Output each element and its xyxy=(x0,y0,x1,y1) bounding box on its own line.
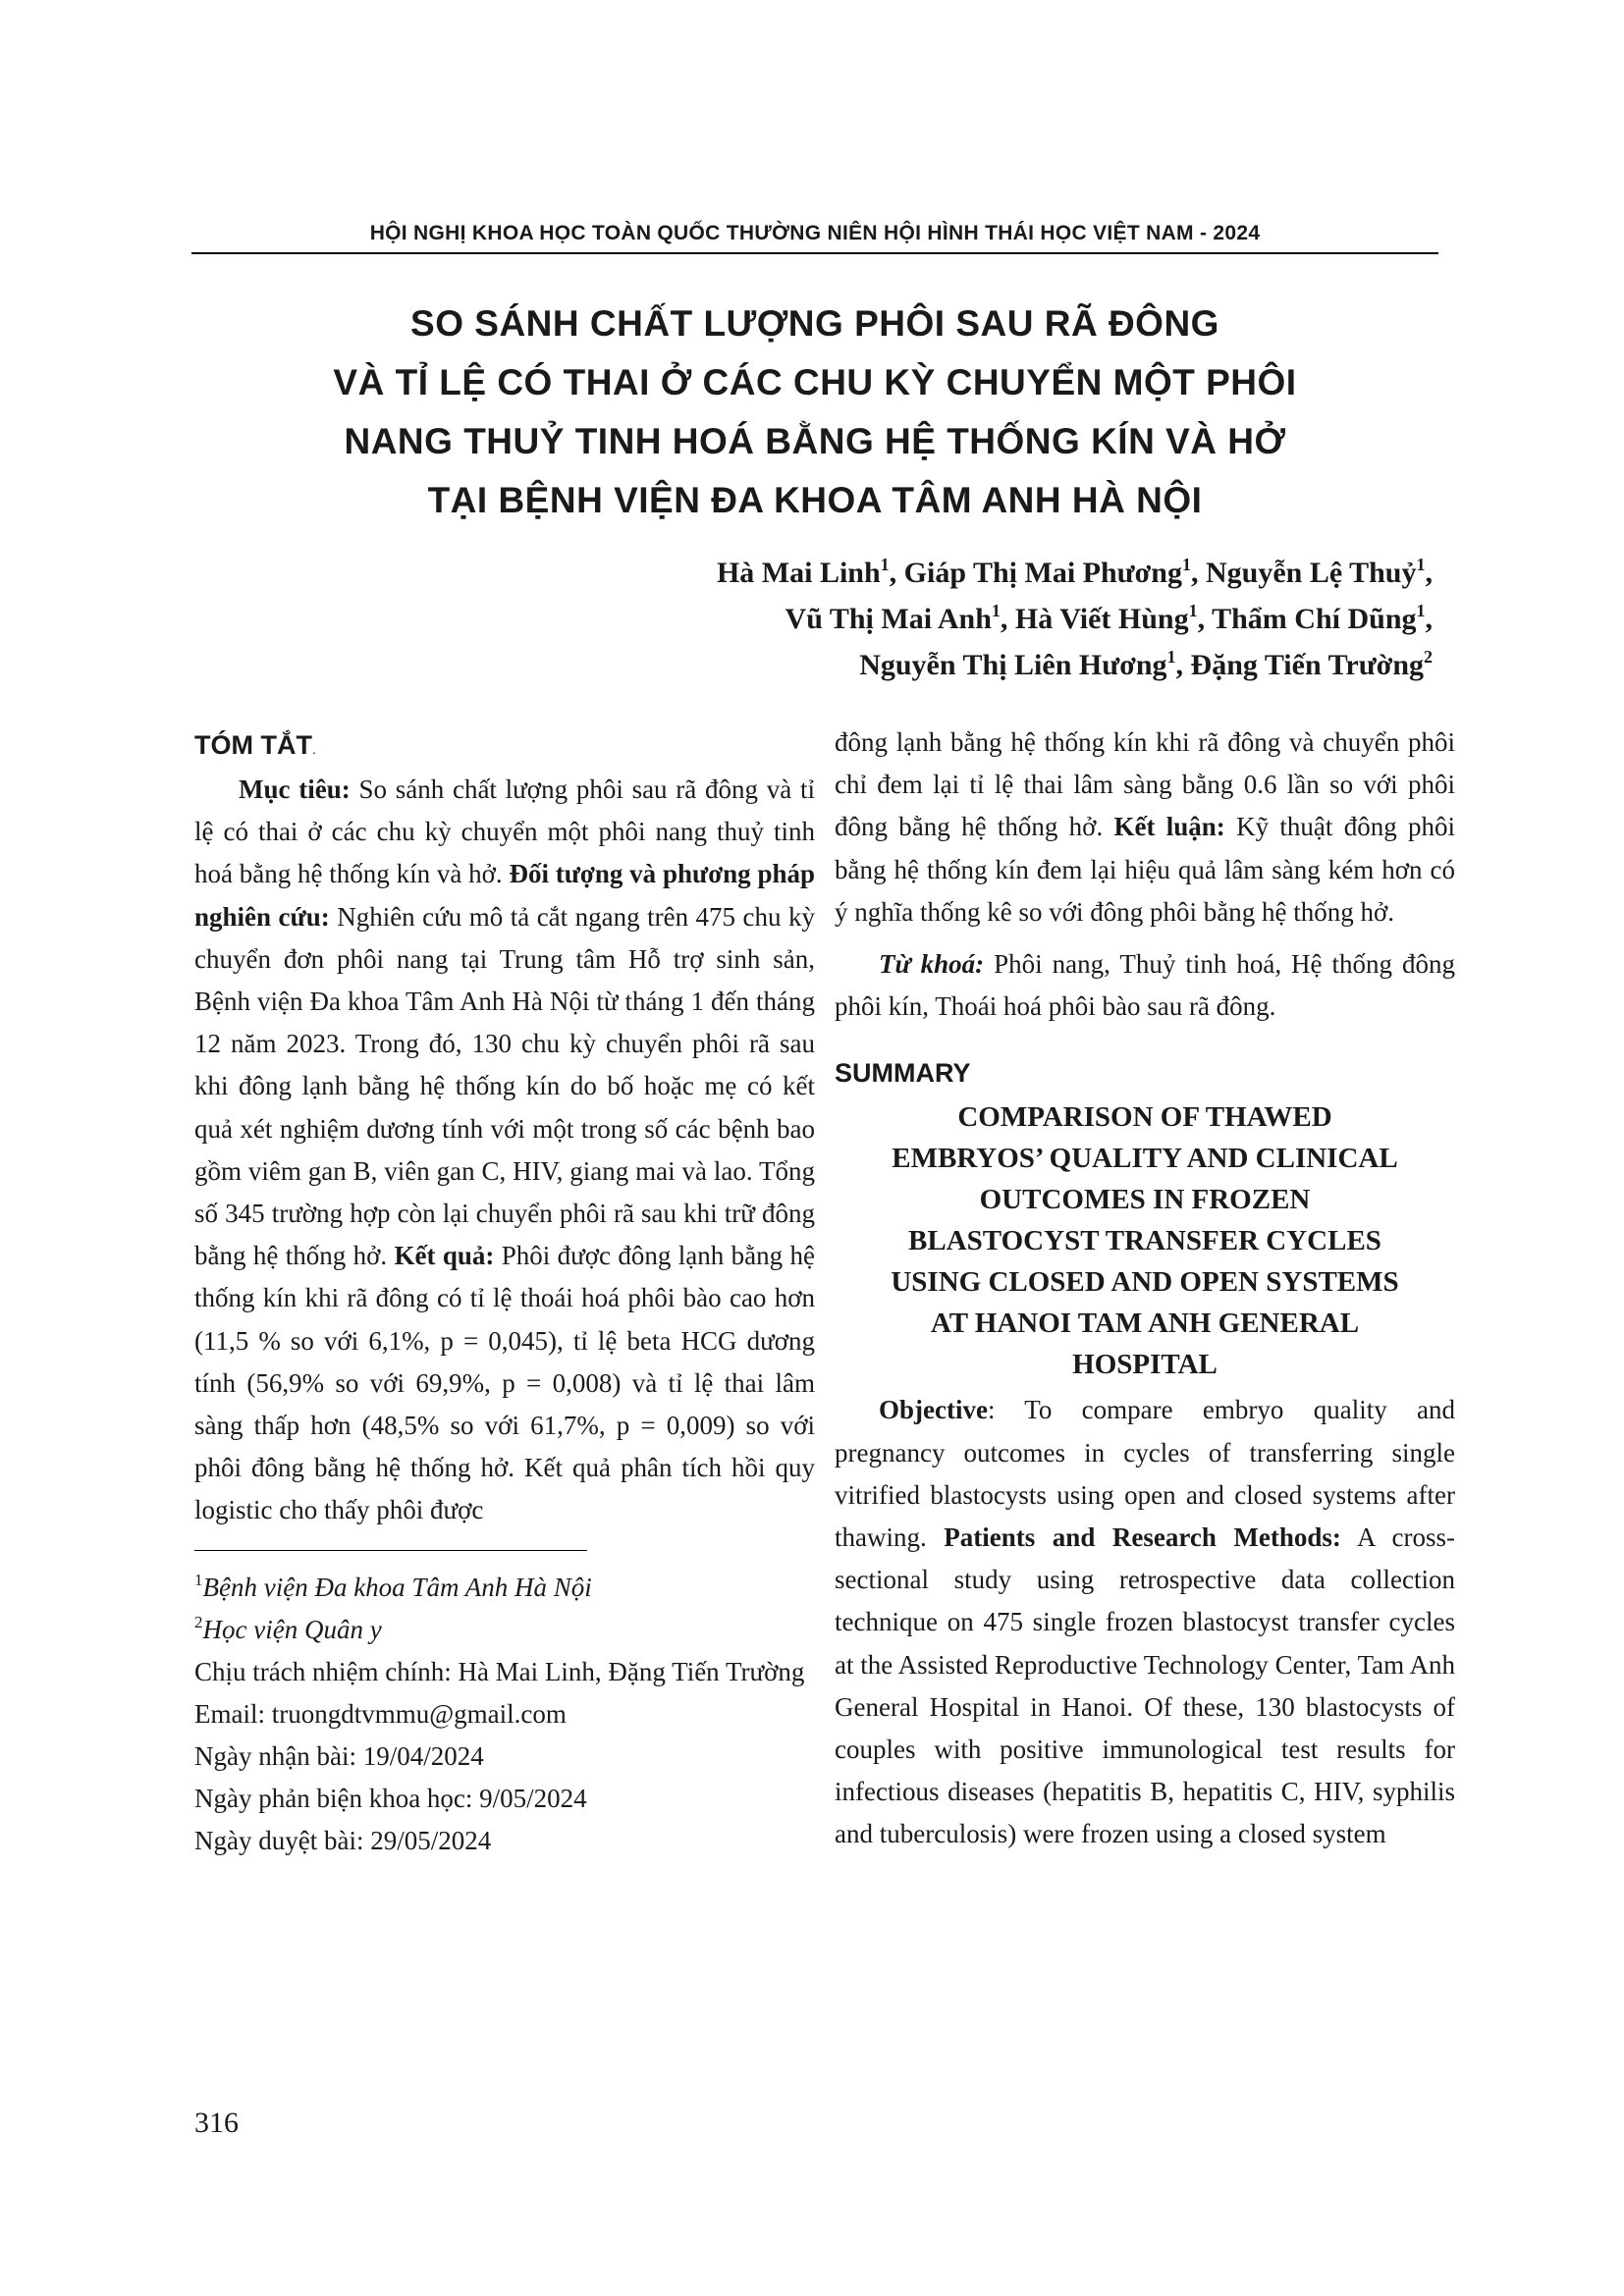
footnote-reviewed: Ngày phản biện khoa học: 9/05/2024 xyxy=(194,1783,587,1813)
affiliation-mark: 1 xyxy=(1416,555,1426,574)
footnote-rule xyxy=(194,1550,587,1551)
footnote-corresponding: Chịu trách nhiệm chính: Hà Mai Linh, Đặng Tiến Trường xyxy=(194,1656,805,1686)
author-separator: , xyxy=(1190,557,1206,589)
english-title-line: AT HANOI TAM ANH GENERAL xyxy=(930,1308,1360,1340)
author-line xyxy=(717,642,1433,688)
conclusion-text: Kỹ thuật đông phôi bằng hệ thống kín đem lại hiệu quả lâm sàng kém hơn có ý nghĩa thống kê so với đông phôi bằng hệ thống hở. xyxy=(835,812,1455,927)
english-title-line: OUTCOMES IN FROZEN xyxy=(979,1184,1311,1216)
english-title-line: HOSPITAL xyxy=(1072,1349,1218,1381)
abstract-heading-text: TÓM TẮT xyxy=(194,730,312,760)
footnote-affiliation-2 xyxy=(194,1609,815,1651)
footnote-received: Ngày nhận bài: 19/04/2024 xyxy=(194,1740,484,1771)
summary-heading: SUMMARY xyxy=(835,1058,971,1089)
affiliation-mark: 1 xyxy=(1416,601,1426,620)
affiliation-mark: 1 xyxy=(880,555,890,574)
running-header: HỘI NGHỊ KHOA HỌC TOÀN QUỐC THƯỜNG NIÊN HỘI HÌNH THÁI HỌC VIỆT NAM - 2024 xyxy=(369,222,1261,244)
methods-label: Đối tượng và phương pháp nghiên cứu: xyxy=(194,859,815,932)
en-methods-text: A cross-sectional study using retrospective data collection technique on 475 single frozen blastocyst transfer cycles at the Assisted Reproductive Technology Center, Tam Anh General Hospital in Hanoi. Of these, 130 blastocysts of couples with positive immunological test results for infectious diseases (hepatitis B, hepatitis C, HIV, syphilis and tuberculosis) were frozen using a closed system xyxy=(835,1522,1455,1849)
english-title-line: BLASTOCYST TRANSFER CYCLES xyxy=(908,1225,1381,1257)
header-rule xyxy=(191,252,1438,254)
left-column xyxy=(194,721,815,1862)
results-text: Phôi được đông lạnh bằng hệ thống kín khi rã đông có tỉ lệ thoái hoá phôi bào cao hơn (11,5 % so với 6,1%, p = 0,045), tỉ lệ beta HCG dương tính (56,9% so với 69,9%, p = 0,008) và tỉ lệ thai lâm sàng thấp hơn (48,5% so với 61,7%, p = 0,009) so với phôi đông bằng hệ thống hở. Kết quả phân tích hồi quy logistic cho thấy phôi được xyxy=(194,1241,815,1525)
author-separator: , xyxy=(1000,603,1015,635)
footnote-email: Email: truongdtvmmu@gmail.com xyxy=(194,1698,567,1729)
english-title-line: USING CLOSED AND OPEN SYSTEMS xyxy=(891,1266,1399,1299)
author-separator: , xyxy=(1425,603,1433,635)
english-title xyxy=(835,1096,1455,1385)
en-objective-label: Objective xyxy=(879,1395,988,1425)
footnote-accepted: Ngày duyệt bài: 29/05/2024 xyxy=(194,1825,492,1855)
right-column xyxy=(835,721,1455,1856)
abstract-heading xyxy=(194,721,815,769)
title-line: VÀ TỈ LỆ CÓ THAI Ở CÁC CHU KỲ CHUYỂN MỘT PHÔI xyxy=(333,362,1297,402)
author-separator: , xyxy=(889,557,904,589)
author-name: Hà Viết Hùng xyxy=(1014,603,1189,635)
article-title xyxy=(191,294,1438,530)
abstract-paragraph xyxy=(194,769,815,1532)
objective-text: So sánh chất lượng phôi sau rã đông và tỉ lệ có thai ở các chu kỳ chuyển một phôi nang thuỷ tinh hoá bằng hệ thống kín và hở. xyxy=(194,774,815,889)
objective-label: Mục tiêu: xyxy=(239,774,351,804)
english-title-line: COMPARISON OF THAWED xyxy=(957,1101,1332,1134)
results-label: Kết quả: xyxy=(394,1241,495,1271)
author-name: Đặng Tiến Trường xyxy=(1190,649,1424,681)
author-line xyxy=(717,596,1433,642)
title-line: SO SÁNH CHẤT LƯỢNG PHÔI SAU RÃ ĐÔNG xyxy=(410,303,1219,344)
methods-text: Nghiên cứu mô tả cắt ngang trên 475 chu kỳ chuyển đơn phôi nang tại Trung tâm Hỗ trợ sinh sản, Bệnh viện Đa khoa Tâm Anh Hà Nội từ tháng 1 đến tháng 12 năm 2023. Trong đó, 130 chu kỳ chuyển phôi rã sau khi đông lạnh bằng hệ thống kín do bố hoặc mẹ có kết quả xét nghiệm dương tính với một trong số các bệnh bao gồm viêm gan B, viên gan C, HIV, giang mai và lao. Tổng số 345 trường hợp còn lại chuyển phôi rã sau khi trữ đông bằng hệ thống hở. xyxy=(194,901,815,1271)
affiliation-mark: 2 xyxy=(1424,647,1433,667)
footnote-text: Học viện Quân y xyxy=(202,1614,382,1644)
affiliation-mark: 1 xyxy=(1166,647,1176,667)
abstract-paragraph-continued xyxy=(835,721,1455,934)
affiliation-mark: 1 xyxy=(1181,555,1191,574)
author-separator: , xyxy=(1175,649,1191,681)
footnote-affiliation-1 xyxy=(194,1567,815,1609)
en-methods-label: Patients and Research Methods: xyxy=(944,1522,1341,1553)
title-line: TẠI BỆNH VIỆN ĐA KHOA TÂM ANH HÀ NỘI xyxy=(427,480,1203,520)
author-separator: , xyxy=(1197,603,1213,635)
keywords-label: Từ khoá: xyxy=(879,949,985,980)
author-name: Giáp Thị Mai Phương xyxy=(903,557,1182,589)
conclusion-label: Kết luận: xyxy=(1113,812,1225,842)
keywords-paragraph xyxy=(835,943,1455,1028)
author-name: Thẩm Chí Dũng xyxy=(1212,603,1417,635)
author-name: Nguyễn Thị Liên Hương xyxy=(859,649,1167,681)
affiliation-mark: 1 xyxy=(991,601,1001,620)
english-title-line: EMBRYOS’ QUALITY AND CLINICAL xyxy=(892,1143,1398,1175)
keywords-text: Phôi nang, Thuỷ tinh hoá, Hệ thống đông phôi kín, Thoái hoá phôi bào sau rã đông. xyxy=(835,949,1455,1022)
title-line: NANG THUỶ TINH HOÁ BẰNG HỆ THỐNG KÍN VÀ HỞ xyxy=(344,421,1286,461)
affiliation-mark: 1 xyxy=(1188,601,1198,620)
author-separator: , xyxy=(1425,557,1433,589)
author-list xyxy=(717,550,1433,688)
author-name: Hà Mai Linh xyxy=(716,557,881,589)
author-name: Vũ Thị Mai Anh xyxy=(785,603,992,635)
author-name: Nguyễn Lệ Thuỷ xyxy=(1205,557,1417,589)
author-line xyxy=(717,550,1433,596)
summary-paragraph xyxy=(835,1389,1455,1855)
footnote-mark: 2 xyxy=(194,1612,203,1631)
page-number: 316 xyxy=(194,2107,239,2139)
en-objective-text: : To compare embryo quality and pregnancy outcomes in cycles of transferring single vitrified blastocysts using open and closed systems after thawing. xyxy=(835,1395,1455,1553)
footnote-mark: 1 xyxy=(194,1570,203,1589)
continued-text: đông lạnh bằng hệ thống kín khi rã đông và chuyển phôi chỉ đem lại tỉ lệ thai lâm sàng bằng 0.6 lần so với phôi đông bằng hệ thống hở. xyxy=(835,727,1455,842)
abstract-heading-dot: . xyxy=(311,741,316,757)
footnote-text: Bệnh viện Đa khoa Tâm Anh Hà Nội xyxy=(202,1572,592,1602)
